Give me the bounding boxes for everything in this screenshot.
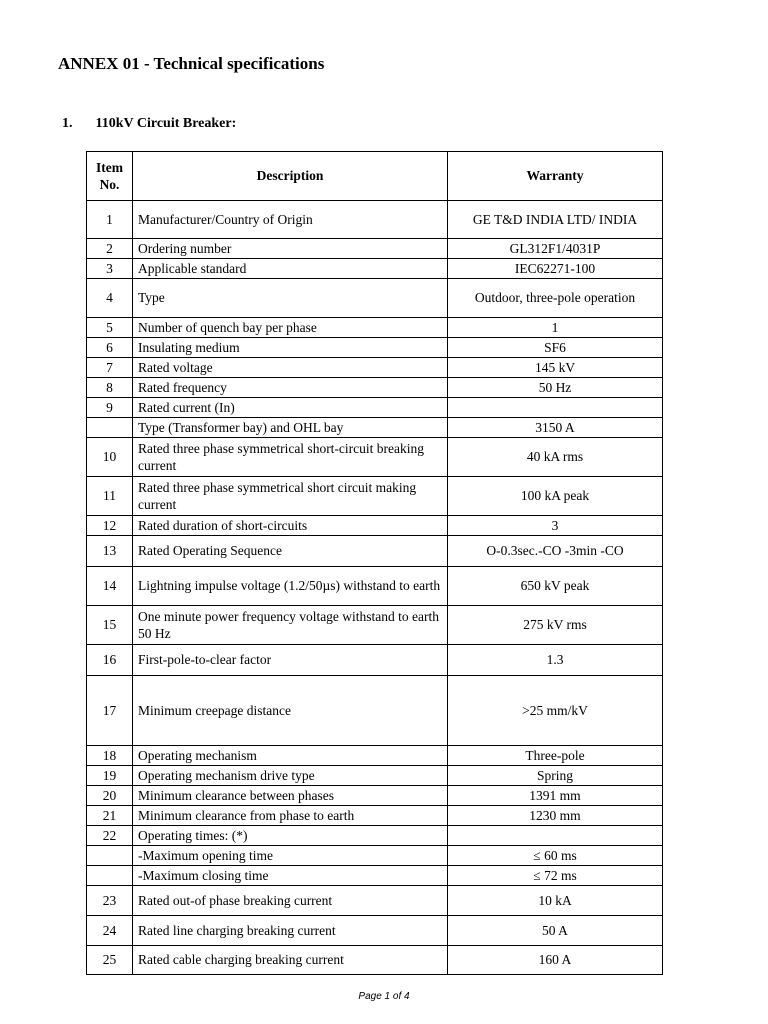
description-cell: Rated line charging breaking current [133,916,448,946]
table-row [87,239,663,259]
table-row [87,279,663,318]
table-row [87,846,663,866]
warranty-cell: ≤ 60 ms [448,846,663,866]
description-cell: Rated three phase symmetrical short-circuit breaking current [133,438,448,477]
table-row [87,916,663,946]
description-cell: Manufacturer/Country of Origin [133,201,448,239]
table-row [87,438,663,477]
description-cell: Rated frequency [133,378,448,398]
section-title: 110kV Circuit Breaker: [95,116,237,131]
description-cell: Rated cable charging breaking current [133,946,448,975]
item-no-cell: 2 [87,239,133,259]
description-cell: Insulating medium [133,338,448,358]
table-row [87,866,663,886]
warranty-cell: Outdoor, three-pole operation [448,279,663,318]
item-no-cell: 6 [87,338,133,358]
description-cell: Ordering number [133,239,448,259]
item-no-cell: 3 [87,259,133,279]
header-item-no: Item No. [87,152,133,201]
description-cell: Minimum clearance from phase to earth [133,806,448,826]
warranty-cell: 1391 mm [448,786,663,806]
item-no-cell: 7 [87,358,133,378]
warranty-cell: 1 [448,318,663,338]
item-no-cell: 23 [87,886,133,916]
table-row [87,338,663,358]
item-no-cell: 13 [87,536,133,567]
header-description: Description [133,152,448,201]
description-cell: Applicable standard [133,259,448,279]
item-no-cell: 12 [87,516,133,536]
item-no-cell: 4 [87,279,133,318]
warranty-cell: ≤ 72 ms [448,866,663,886]
table-header-row [87,152,663,201]
item-no-cell [87,846,133,866]
warranty-cell: 145 kV [448,358,663,378]
item-no-cell [87,418,133,438]
description-cell: Rated voltage [133,358,448,378]
table-row [87,946,663,975]
table-row [87,477,663,516]
description-cell: Rated three phase symmetrical short circuit making current [133,477,448,516]
table-row [87,606,663,645]
warranty-cell: 650 kV peak [448,567,663,606]
table-row [87,536,663,567]
item-no-cell: 8 [87,378,133,398]
table-row [87,886,663,916]
description-cell: Number of quench bay per phase [133,318,448,338]
table-row [87,645,663,676]
item-no-cell: 18 [87,746,133,766]
table-row [87,259,663,279]
table-row [87,766,663,786]
warranty-cell: Spring [448,766,663,786]
description-cell: Minimum creepage distance [133,676,448,746]
table-row [87,676,663,746]
item-no-cell: 16 [87,645,133,676]
item-no-cell: 25 [87,946,133,975]
warranty-cell: 160 A [448,946,663,975]
table-row [87,358,663,378]
description-cell: Rated out-of phase breaking current [133,886,448,916]
warranty-cell: >25 mm/kV [448,676,663,746]
warranty-cell: 40 kA rms [448,438,663,477]
table-row [87,826,663,846]
warranty-cell: 1230 mm [448,806,663,826]
item-no-cell: 17 [87,676,133,746]
description-cell: Operating mechanism [133,746,448,766]
page-title: ANNEX 01 - Technical specifications [58,54,325,73]
item-no-cell: 19 [87,766,133,786]
item-no-cell [87,866,133,886]
spec-table [86,151,663,975]
description-cell: Operating times: (*) [133,826,448,846]
description-cell: One minute power frequency voltage withstand to earth 50 Hz [133,606,448,645]
item-no-cell: 14 [87,567,133,606]
warranty-cell: 50 Hz [448,378,663,398]
table-row [87,201,663,239]
description-cell: Rated Operating Sequence [133,536,448,567]
description-cell: Operating mechanism drive type [133,766,448,786]
table-row [87,398,663,418]
item-no-cell: 15 [87,606,133,645]
warranty-cell: GE T&D INDIA LTD/ INDIA [448,201,663,239]
description-cell: Rated current (In) [133,398,448,418]
warranty-cell: 50 A [448,916,663,946]
table-row [87,418,663,438]
warranty-cell: 10 kA [448,886,663,916]
warranty-cell: O-0.3sec.-CO -3min -CO [448,536,663,567]
table-row [87,746,663,766]
description-cell: -Maximum closing time [133,866,448,886]
warranty-cell: Three-pole [448,746,663,766]
item-no-cell: 11 [87,477,133,516]
warranty-cell: IEC62271-100 [448,259,663,279]
table-body [87,201,663,975]
item-no-cell: 21 [87,806,133,826]
item-no-cell: 10 [87,438,133,477]
item-no-cell: 5 [87,318,133,338]
description-cell: First-pole-to-clear factor [133,645,448,676]
item-no-cell: 24 [87,916,133,946]
description-cell: Type (Transformer bay) and OHL bay [133,418,448,438]
warranty-cell: 1.3 [448,645,663,676]
description-cell: Minimum clearance between phases [133,786,448,806]
item-no-cell: 1 [87,201,133,239]
warranty-cell: 100 kA peak [448,477,663,516]
warranty-cell: GL312F1/4031P [448,239,663,259]
item-no-cell: 22 [87,826,133,846]
table-row [87,516,663,536]
item-no-cell: 9 [87,398,133,418]
table-row [87,567,663,606]
description-cell: Type [133,279,448,318]
warranty-cell: 275 kV rms [448,606,663,645]
warranty-cell: SF6 [448,338,663,358]
table-row [87,378,663,398]
table-row [87,786,663,806]
warranty-cell [448,398,663,418]
table-row [87,318,663,338]
header-warranty: Warranty [448,152,663,201]
page-footer: Page 1 of 4 [358,991,410,1002]
description-cell: Rated duration of short-circuits [133,516,448,536]
description-cell: -Maximum opening time [133,846,448,866]
description-cell: Lightning impulse voltage (1.2/50µs) withstand to earth [133,567,448,606]
table-row [87,806,663,826]
warranty-cell [448,826,663,846]
warranty-cell: 3 [448,516,663,536]
warranty-cell: 3150 A [448,418,663,438]
section-heading [62,116,236,132]
item-no-cell: 20 [87,786,133,806]
section-number: 1. [62,116,73,131]
